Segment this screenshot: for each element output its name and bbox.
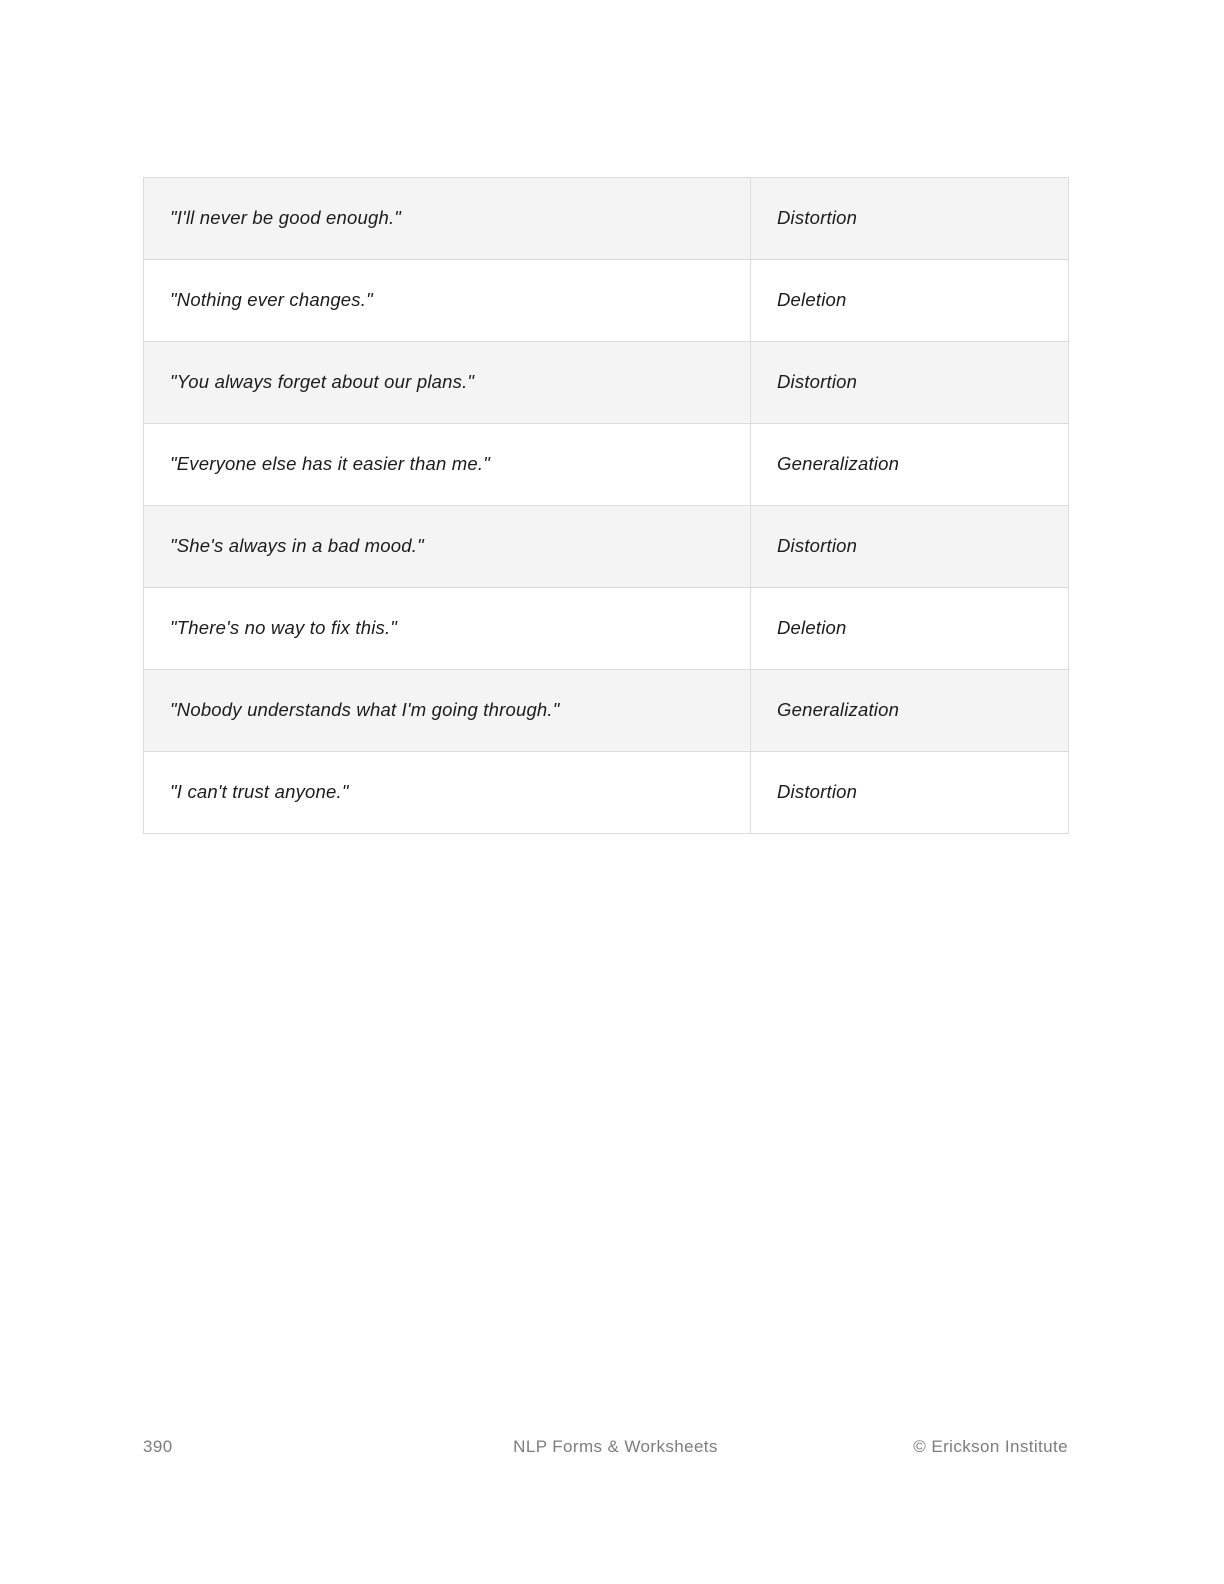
examples-table-container [143, 177, 1068, 834]
category-cell: Deletion [751, 260, 1069, 342]
examples-table-body [144, 178, 1069, 834]
category-cell: Generalization [751, 424, 1069, 506]
statement-cell: "I'll never be good enough." [144, 178, 751, 260]
category-cell: Distortion [751, 752, 1069, 834]
examples-table [143, 177, 1069, 834]
table-row [144, 670, 1069, 752]
category-cell: Generalization [751, 670, 1069, 752]
footer-document-title: NLP Forms & Worksheets [513, 1437, 718, 1456]
table-row [144, 260, 1069, 342]
footer-copyright: © Erickson Institute [913, 1437, 1068, 1456]
statement-cell: "I can't trust anyone." [144, 752, 751, 834]
statement-cell: "She's always in a bad mood." [144, 506, 751, 588]
table-row [144, 506, 1069, 588]
table-row [144, 178, 1069, 260]
table-row [144, 752, 1069, 834]
statement-cell: "There's no way to fix this." [144, 588, 751, 670]
table-row [144, 424, 1069, 506]
statement-cell: "Everyone else has it easier than me." [144, 424, 751, 506]
footer-page-number: 390 [143, 1437, 173, 1456]
page-footer [143, 1434, 1068, 1460]
table-row [144, 342, 1069, 424]
category-cell: Distortion [751, 178, 1069, 260]
statement-cell: "You always forget about our plans." [144, 342, 751, 424]
table-row [144, 588, 1069, 670]
statement-cell: "Nobody understands what I'm going through." [144, 670, 751, 752]
category-cell: Deletion [751, 588, 1069, 670]
statement-cell: "Nothing ever changes." [144, 260, 751, 342]
category-cell: Distortion [751, 506, 1069, 588]
category-cell: Distortion [751, 342, 1069, 424]
